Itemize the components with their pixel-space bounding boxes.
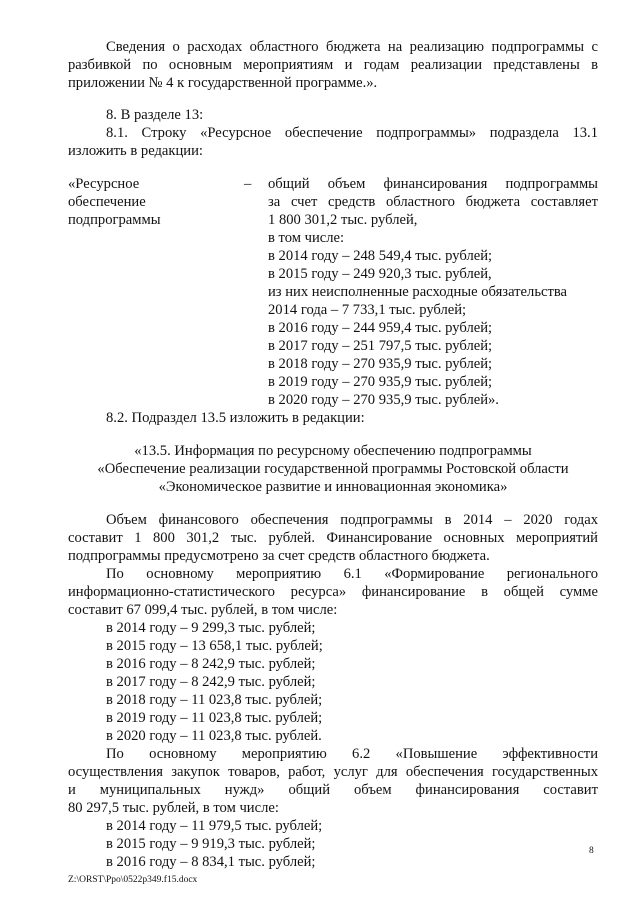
para3-year: в 2015 году – 9 919,3 тыс. рублей; [106,836,316,852]
para2-year: в 2016 году – 8 242,9 тыс. рублей; [106,656,316,672]
resource-label-3: подпрограммы [68,212,161,228]
para3-line-1: По основному мероприятию 6.2 «Повышение эффективности [106,746,598,762]
para2-year: в 2017 году – 8 242,9 тыс. рублей; [106,674,316,690]
resource-line: 1 800 301,2 тыс. рублей, [268,212,418,228]
para1-line-3: подпрограммы предусмотрено за счет средств областного бюджета. [68,548,490,564]
para3-year: в 2016 году – 8 834,1 тыс. рублей; [106,854,316,870]
resource-line: в 2017 году – 251 797,5 тыс. рублей; [268,338,493,354]
resource-line: в 2014 году – 248 549,4 тыс. рублей; [268,248,493,264]
subsection-title-line-3: «Экономическое развитие и инновационная экономика» [158,479,508,495]
section-8-heading: 8. В разделе 13: [106,107,204,123]
para3-line-4: 80 297,5 тыс. рублей, в том числе: [68,800,279,816]
para2-line-3: составит 67 099,4 тыс. рублей, в том числе: [68,602,338,618]
item-8-2: 8.2. Подраздел 13.5 изложить в редакции: [106,410,365,426]
para2-year: в 2018 году – 11 023,8 тыс. рублей; [106,692,323,708]
para2-line-2: информационно-статистического ресурса» финансирование в общей сумме [68,584,598,600]
item-8-1-line-2: изложить в редакции: [68,143,203,159]
para3-line-2: осуществления закупок товаров, работ, услуг для обеспечения государственных [68,764,598,780]
intro-line-2: разбивкой по основным мероприятиям и годам реализации представлены в [68,57,598,73]
resource-line: за счет средств областного бюджета составляет [268,194,598,210]
subsection-title-line-2: «Обеспечение реализации государственной программы Ростовской области [97,461,569,477]
para3-line-3: и муниципальных нужд» общий объем финансирования составит [68,782,598,798]
resource-label-1: «Ресурсное [68,176,140,192]
intro-line-3: приложении № 4 к государственной программе.». [68,75,378,91]
para2-year: в 2015 году – 13 658,1 тыс. рублей; [106,638,323,654]
resource-line: общий объем финансирования подпрограммы [268,176,598,192]
para2-year: в 2019 году – 11 023,8 тыс. рублей; [106,710,323,726]
resource-dash: – [244,176,252,192]
para2-year: в 2020 году – 11 023,8 тыс. рублей. [106,728,322,744]
subsection-title-line-1: «13.5. Информация по ресурсному обеспечению подпрограммы [134,443,532,459]
item-8-1-line-1: 8.1. Строку «Ресурсное обеспечение подпрограммы» подраздела 13.1 [106,125,598,141]
resource-line: в 2020 году – 270 935,9 тыс. рублей». [268,392,499,408]
para3-year: в 2014 году – 11 979,5 тыс. рублей; [106,818,323,834]
resource-line: 2014 года – 7 733,1 тыс. рублей; [268,302,467,318]
para2-year: в 2014 году – 9 299,3 тыс. рублей; [106,620,316,636]
file-path: Z:\ORST\Ppo\0522p349.f15.docx [68,875,198,885]
resource-line: в 2018 году – 270 935,9 тыс. рублей; [268,356,493,372]
resource-label-2: обеспечение [68,194,146,210]
intro-line-1: Сведения о расходах областного бюджета на реализацию подпрограммы с [106,39,598,55]
resource-line: в 2015 году – 249 920,3 тыс. рублей, [268,266,492,282]
para1-line-2: составит 1 800 301,2 тыс. рублей. Финансирование основных мероприятий [68,530,598,546]
resource-line: в 2019 году – 270 935,9 тыс. рублей; [268,374,493,390]
page-number: 8 [589,846,594,856]
para1-line-1: Объем финансового обеспечения подпрограммы в 2014 – 2020 годах [106,512,598,528]
resource-line: в том числе: [268,230,345,246]
para2-line-1: По основному мероприятию 6.1 «Формирование регионального [106,566,598,582]
resource-line: в 2016 году – 244 959,4 тыс. рублей; [268,320,493,336]
resource-line: из них неисполненные расходные обязательства [268,284,567,300]
